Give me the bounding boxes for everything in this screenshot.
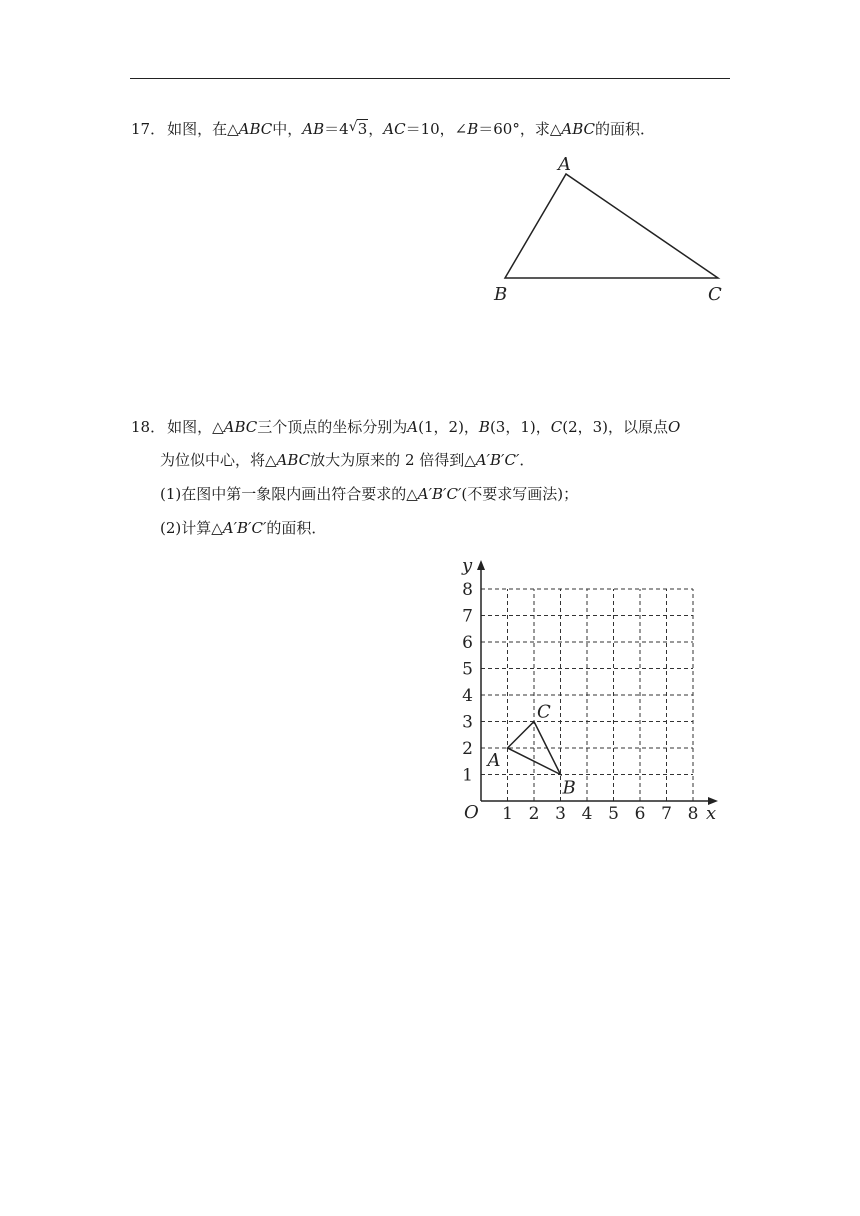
x-tick-label: 1: [502, 804, 513, 824]
q17-label-b: B: [494, 284, 508, 305]
x-tick-label: 8: [687, 804, 699, 824]
q18-point-b: B: [478, 418, 490, 436]
q18-origin: O: [668, 418, 681, 436]
tick-labels: [462, 580, 698, 824]
y-tick-label: 7: [462, 606, 473, 627]
q17-text-part: ＝10，∠: [405, 120, 468, 138]
q18-triangle-prime: A′B′C′: [222, 519, 267, 537]
q17-triangle-name: ABC: [561, 120, 595, 138]
q18-point-c: C: [550, 418, 563, 436]
q18-triangle-prime: A′B′C′: [475, 451, 520, 469]
q17-sqrt-arg: 3: [357, 120, 368, 138]
q17-text-part: ，: [368, 120, 384, 138]
point-labels: [486, 702, 576, 799]
y-tick-label: 6: [462, 633, 473, 653]
q17-text-part: 的面积．: [595, 120, 656, 138]
x-tick-label: 4: [581, 804, 593, 824]
q18-text-part: (1)在图中第一象限内画出符合要求的△: [160, 485, 418, 503]
q18-text-part: 放大为原来的 2 倍得到△: [310, 451, 476, 469]
x-axis-label: x: [706, 803, 717, 824]
x-tick-label: 5: [608, 804, 619, 824]
q18-point-a: A: [407, 418, 419, 436]
q17-number: 17．: [131, 120, 166, 138]
q18-text-part: 为位似中心，将△: [160, 451, 277, 469]
q17-label-c: C: [708, 284, 722, 305]
y-axis-label: y: [462, 555, 473, 576]
q18-triangle-prime: A′B′C′: [417, 485, 462, 503]
y-tick-label: 5: [462, 659, 473, 680]
y-tick-label: 1: [462, 765, 473, 786]
x-tick-label: 3: [555, 804, 566, 824]
origin-label: O: [464, 802, 479, 823]
q17-text-part: 如图，在△: [167, 120, 239, 138]
q18-text-part: (2，3)，以原点: [562, 418, 669, 436]
q18-text-part: ．: [519, 451, 535, 469]
x-tick-label: 7: [661, 804, 672, 824]
y-tick-label: 3: [462, 712, 473, 733]
q18-text-part: (2)计算△: [160, 519, 223, 537]
q17-text-part: ＝60°，求△: [478, 120, 562, 138]
point-label-c: C: [537, 701, 551, 723]
q17-segment-ac: AC: [383, 120, 406, 138]
point-label-b: B: [562, 777, 576, 799]
q17-text-part: ＝4: [324, 120, 349, 138]
q17-angle-b: B: [467, 120, 479, 138]
q18-text-part: (1，2)，: [418, 418, 479, 436]
q18-triangle-name: ABC: [276, 451, 311, 469]
y-axis-arrow-icon: [477, 560, 485, 570]
grid-lines: [481, 589, 693, 801]
q18-text-part: 三个顶点的坐标分别为: [257, 418, 408, 436]
q18-number: 18．: [131, 418, 166, 436]
y-tick-label: 4: [462, 686, 473, 706]
q17-triangle-name: ABC: [238, 120, 273, 138]
y-tick-label: 2: [462, 739, 473, 759]
q18-triangle-name: ABC: [223, 418, 258, 436]
q17-label-a: A: [558, 154, 571, 175]
y-tick-label: 8: [462, 580, 473, 600]
x-tick-label: 6: [634, 804, 646, 824]
q17-segment-ab: AB: [302, 120, 325, 138]
q18-text-part: 的面积．: [266, 519, 327, 537]
q18-text-part: (不要求写画法)；: [461, 485, 579, 503]
point-label-a: A: [487, 750, 501, 771]
q18-text-part: 如图，△: [167, 418, 224, 436]
q18-text-part: (3，1)，: [489, 418, 551, 436]
x-tick-label: 2: [528, 804, 540, 824]
q17-text-part: 中，: [272, 120, 303, 138]
radical-sign-icon: √: [348, 119, 358, 135]
